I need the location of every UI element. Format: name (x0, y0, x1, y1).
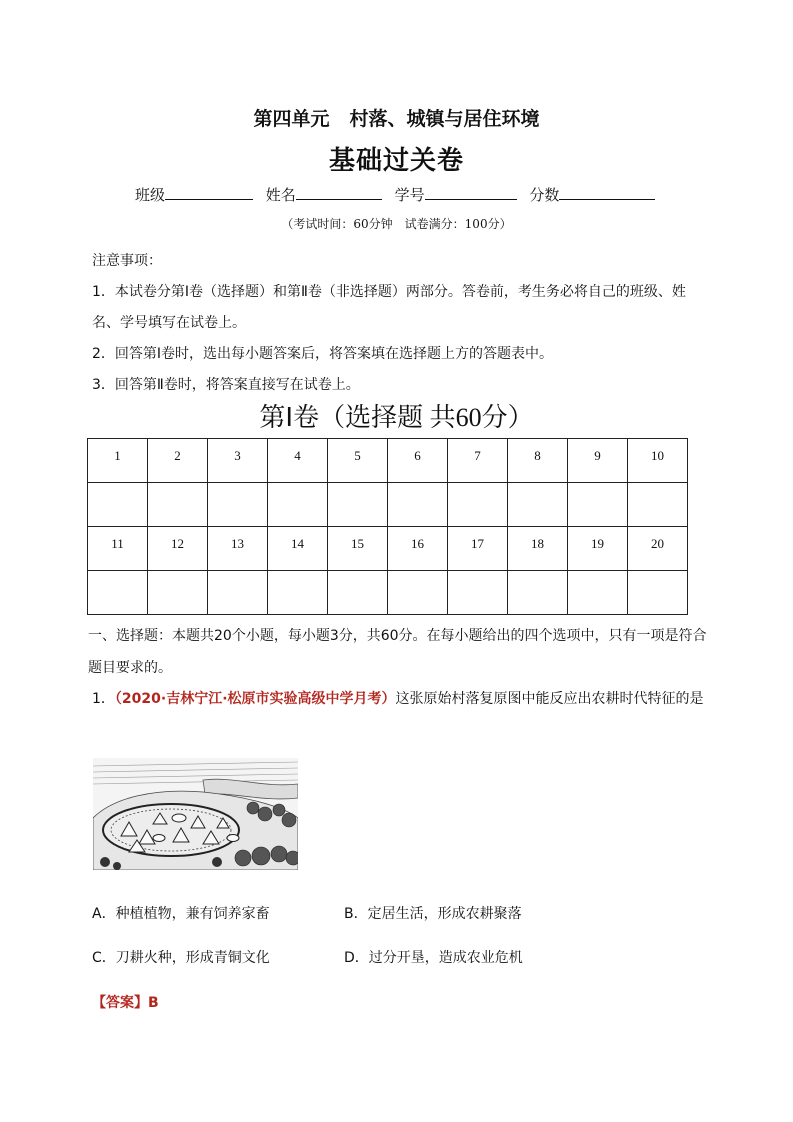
answer-cell[interactable] (508, 483, 568, 527)
answer-number: 9 (568, 439, 628, 483)
answer-number: 1 (88, 439, 148, 483)
section-heading: 第Ⅰ卷（选择题 共60分） (259, 403, 534, 432)
answer-cell[interactable] (568, 571, 628, 615)
question-1 (92, 684, 712, 714)
answer-table-number-row-1 (88, 439, 688, 483)
field-student-id (395, 184, 517, 205)
answer-cell[interactable] (388, 483, 448, 527)
answer-cell[interactable] (448, 483, 508, 527)
page-title: 基础过关卷 (328, 146, 464, 176)
answer-number: 20 (628, 527, 688, 571)
student-info-fields (135, 184, 663, 205)
answer-table-blank-row-1 (88, 483, 688, 527)
answer-value: B (148, 995, 159, 1011)
field-student-id-label: 学号 (394, 186, 425, 204)
answer-table-number-row-2 (88, 527, 688, 571)
village-illustration (93, 758, 298, 870)
unit-prefix: 第四单元 (253, 108, 330, 130)
question-number: 1． (92, 691, 115, 707)
notes-item-2: 2．回答第Ⅰ卷时，选出每小题答案后，将答案填在选择题上方的答题表中。 (92, 346, 554, 362)
answer-number: 18 (508, 527, 568, 571)
field-class-blank[interactable] (165, 185, 253, 200)
notes-heading: 注意事项： (92, 253, 162, 269)
answer-cell[interactable] (268, 571, 328, 615)
question-source: （2020·吉林宁江·松原市实验高级中学月考） (114, 691, 396, 707)
answer-cell[interactable] (148, 483, 208, 527)
field-student-id-blank[interactable] (425, 185, 517, 200)
answer-number: 3 (208, 439, 268, 483)
answer-cell[interactable] (88, 571, 148, 615)
answer-cell[interactable] (88, 483, 148, 527)
answer-cell[interactable] (508, 571, 568, 615)
option-c[interactable]: C．刀耕火种，形成青铜文化 (92, 950, 270, 966)
answer-line (92, 992, 159, 1012)
field-score-blank[interactable] (559, 185, 655, 200)
exam-time-note: （考试时间：60分钟 试卷满分：100分） (281, 217, 512, 231)
answer-number: 16 (388, 527, 448, 571)
answer-number: 14 (268, 527, 328, 571)
field-score (529, 184, 655, 205)
answer-number: 10 (628, 439, 688, 483)
answer-number: 5 (328, 439, 388, 483)
answer-cell[interactable] (148, 571, 208, 615)
answer-cell[interactable] (328, 571, 388, 615)
answer-cell[interactable] (448, 571, 508, 615)
notes-item-3: 3．回答第Ⅱ卷时，将答案直接写在试卷上。 (92, 377, 360, 393)
exam-notes (92, 246, 712, 401)
option-d[interactable]: D．过分开垦，造成农业危机 (344, 950, 523, 966)
answer-cell[interactable] (628, 483, 688, 527)
answer-number: 4 (268, 439, 328, 483)
field-score-label: 分数 (529, 186, 560, 204)
field-name (266, 184, 382, 205)
field-class (135, 184, 253, 205)
answer-table (87, 438, 688, 615)
option-a[interactable]: A．种植植物，兼有饲养家畜 (92, 906, 270, 922)
answer-number: 7 (448, 439, 508, 483)
answer-number: 12 (148, 527, 208, 571)
answer-cell[interactable] (328, 483, 388, 527)
field-name-blank[interactable] (296, 185, 382, 200)
unit-title (0, 104, 793, 131)
answer-number: 11 (88, 527, 148, 571)
answer-cell[interactable] (628, 571, 688, 615)
answer-cell[interactable] (208, 483, 268, 527)
field-class-label: 班级 (135, 186, 166, 204)
section-instruction: 一、选择题：本题共20个小题，每小题3分，共60分。在每小题给出的四个选项中，只有一项是符合题目要求的。 (88, 628, 707, 676)
answer-number: 6 (388, 439, 448, 483)
question-stem: 这张原始村落复原图中能反应出农耕时代特征的是 (395, 691, 704, 707)
answer-number: 19 (568, 527, 628, 571)
answer-number: 13 (208, 527, 268, 571)
answer-cell[interactable] (568, 483, 628, 527)
option-b[interactable]: B．定居生活，形成农耕聚落 (344, 906, 522, 922)
answer-number: 17 (448, 527, 508, 571)
unit-name: 村落、城镇与居住环境 (349, 108, 540, 130)
answer-cell[interactable] (268, 483, 328, 527)
field-name-label: 姓名 (265, 186, 296, 204)
answer-cell[interactable] (208, 571, 268, 615)
answer-cell[interactable] (388, 571, 448, 615)
notes-item-1: 1．本试卷分第Ⅰ卷（选择题）和第Ⅱ卷（非选择题）两部分。答卷前，考生务必将自己的班级、姓名、学号填写在试卷上。 (92, 284, 686, 331)
answer-table-blank-row-2 (88, 571, 688, 615)
answer-label: 【答案】 (92, 995, 148, 1011)
answer-number: 15 (328, 527, 388, 571)
answer-number: 2 (148, 439, 208, 483)
answer-number: 8 (508, 439, 568, 483)
